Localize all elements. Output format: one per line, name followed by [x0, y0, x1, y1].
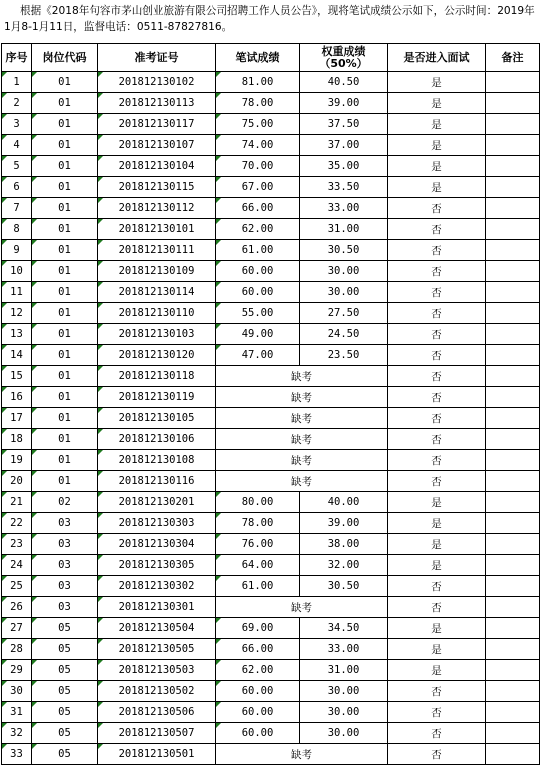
cell-interview: 否	[388, 597, 486, 618]
cell-interview: 是	[388, 177, 486, 198]
cell-score: 61.00	[216, 576, 300, 597]
cell-ticket: 201812130107	[98, 135, 216, 156]
cell-seq: 3	[2, 114, 32, 135]
cell-ticket: 201812130304	[98, 534, 216, 555]
cell-score: 47.00	[216, 345, 300, 366]
cell-seq: 18	[2, 429, 32, 450]
cell-seq: 27	[2, 618, 32, 639]
table-row	[2, 597, 540, 618]
table-row	[2, 198, 540, 219]
cell-score: 64.00	[216, 555, 300, 576]
cell-post: 05	[32, 723, 98, 744]
cell-ticket: 201812130507	[98, 723, 216, 744]
cell-weighted: 30.00	[300, 681, 388, 702]
table-row	[2, 177, 540, 198]
table-row	[2, 576, 540, 597]
cell-score: 75.00	[216, 114, 300, 135]
cell-absent: 缺考	[216, 408, 388, 429]
table-row	[2, 681, 540, 702]
cell-remark	[486, 681, 540, 702]
table-row	[2, 387, 540, 408]
cell-ticket: 201812130101	[98, 219, 216, 240]
cell-weighted: 33.00	[300, 198, 388, 219]
cell-ticket: 201812130112	[98, 198, 216, 219]
cell-remark	[486, 723, 540, 744]
cell-interview: 是	[388, 156, 486, 177]
cell-remark	[486, 114, 540, 135]
cell-interview: 否	[388, 723, 486, 744]
cell-remark	[486, 597, 540, 618]
cell-score: 74.00	[216, 135, 300, 156]
cell-weighted: 30.00	[300, 723, 388, 744]
cell-absent: 缺考	[216, 597, 388, 618]
table-row	[2, 618, 540, 639]
table-row	[2, 702, 540, 723]
cell-score: 80.00	[216, 492, 300, 513]
cell-ticket: 201812130108	[98, 450, 216, 471]
table-row	[2, 324, 540, 345]
cell-interview: 否	[388, 198, 486, 219]
cell-ticket: 201812130116	[98, 471, 216, 492]
table-row	[2, 723, 540, 744]
cell-remark	[486, 513, 540, 534]
cell-weighted: 33.50	[300, 177, 388, 198]
cell-remark	[486, 492, 540, 513]
table-row	[2, 366, 540, 387]
cell-absent: 缺考	[216, 450, 388, 471]
cell-score: 70.00	[216, 156, 300, 177]
cell-interview: 否	[388, 282, 486, 303]
cell-score: 67.00	[216, 177, 300, 198]
cell-remark	[486, 408, 540, 429]
cell-ticket: 201812130504	[98, 618, 216, 639]
table-row	[2, 93, 540, 114]
cell-interview: 否	[388, 450, 486, 471]
cell-seq: 15	[2, 366, 32, 387]
header-post: 岗位代码	[32, 44, 98, 72]
cell-score: 81.00	[216, 72, 300, 93]
cell-remark	[486, 72, 540, 93]
cell-post: 01	[32, 93, 98, 114]
cell-post: 03	[32, 555, 98, 576]
cell-interview: 否	[388, 429, 486, 450]
cell-seq: 26	[2, 597, 32, 618]
cell-post: 01	[32, 366, 98, 387]
cell-interview: 是	[388, 513, 486, 534]
cell-seq: 17	[2, 408, 32, 429]
cell-score: 66.00	[216, 639, 300, 660]
cell-ticket: 201812130501	[98, 744, 216, 765]
table-row	[2, 429, 540, 450]
cell-remark	[486, 345, 540, 366]
cell-seq: 21	[2, 492, 32, 513]
cell-ticket: 201812130109	[98, 261, 216, 282]
cell-post: 02	[32, 492, 98, 513]
cell-post: 03	[32, 513, 98, 534]
cell-weighted: 30.00	[300, 702, 388, 723]
header-interview: 是否进入面试	[388, 44, 486, 72]
table-row	[2, 240, 540, 261]
header-weighted-line1: 权重成绩	[321, 44, 366, 58]
cell-remark	[486, 135, 540, 156]
cell-seq: 4	[2, 135, 32, 156]
table-row	[2, 303, 540, 324]
cell-interview: 是	[388, 555, 486, 576]
cell-weighted: 38.00	[300, 534, 388, 555]
cell-remark	[486, 366, 540, 387]
cell-seq: 7	[2, 198, 32, 219]
cell-weighted: 32.00	[300, 555, 388, 576]
cell-score: 69.00	[216, 618, 300, 639]
cell-seq: 10	[2, 261, 32, 282]
cell-absent: 缺考	[216, 744, 388, 765]
cell-ticket: 201812130506	[98, 702, 216, 723]
cell-remark	[486, 429, 540, 450]
cell-score: 60.00	[216, 261, 300, 282]
cell-score: 60.00	[216, 723, 300, 744]
cell-score: 60.00	[216, 282, 300, 303]
cell-ticket: 201812130102	[98, 72, 216, 93]
cell-post: 01	[32, 450, 98, 471]
cell-interview: 是	[388, 72, 486, 93]
cell-post: 01	[32, 261, 98, 282]
cell-ticket: 201812130105	[98, 408, 216, 429]
cell-absent: 缺考	[216, 429, 388, 450]
cell-seq: 9	[2, 240, 32, 261]
header-ticket: 准考证号	[98, 44, 216, 72]
cell-ticket: 201812130110	[98, 303, 216, 324]
cell-interview: 是	[388, 114, 486, 135]
table-row	[2, 114, 540, 135]
table-row	[2, 261, 540, 282]
notice-text: 根据《2018年句容市茅山创业旅游有限公司招聘工作人员公告》，现将笔试成绩公示如下，公示时间：2019年1月8-1月11日，监督电话：0511-87827816。	[4, 5, 535, 33]
cell-seq: 23	[2, 534, 32, 555]
cell-weighted: 37.50	[300, 114, 388, 135]
cell-seq: 5	[2, 156, 32, 177]
cell-ticket: 201812130111	[98, 240, 216, 261]
table-body	[2, 72, 540, 765]
cell-remark	[486, 198, 540, 219]
cell-weighted: 31.00	[300, 660, 388, 681]
cell-post: 01	[32, 156, 98, 177]
cell-interview: 否	[388, 240, 486, 261]
cell-seq: 13	[2, 324, 32, 345]
cell-ticket: 201812130503	[98, 660, 216, 681]
cell-remark	[486, 324, 540, 345]
cell-post: 01	[32, 135, 98, 156]
cell-seq: 1	[2, 72, 32, 93]
cell-post: 01	[32, 282, 98, 303]
cell-post: 05	[32, 618, 98, 639]
cell-post: 01	[32, 114, 98, 135]
cell-weighted: 30.50	[300, 240, 388, 261]
cell-weighted: 27.50	[300, 303, 388, 324]
score-table	[1, 43, 540, 765]
cell-weighted: 40.50	[300, 72, 388, 93]
header-weighted-line2: （50%）	[319, 56, 368, 70]
cell-post: 01	[32, 429, 98, 450]
table-row	[2, 345, 540, 366]
cell-seq: 11	[2, 282, 32, 303]
cell-remark	[486, 702, 540, 723]
cell-remark	[486, 387, 540, 408]
cell-post: 03	[32, 534, 98, 555]
cell-seq: 20	[2, 471, 32, 492]
cell-remark	[486, 303, 540, 324]
cell-post: 05	[32, 660, 98, 681]
cell-post: 01	[32, 72, 98, 93]
cell-weighted: 39.00	[300, 93, 388, 114]
cell-remark	[486, 450, 540, 471]
table-row	[2, 534, 540, 555]
cell-post: 01	[32, 303, 98, 324]
table-row	[2, 492, 540, 513]
cell-post: 01	[32, 387, 98, 408]
cell-post: 01	[32, 324, 98, 345]
cell-absent: 缺考	[216, 387, 388, 408]
cell-interview: 否	[388, 303, 486, 324]
cell-weighted: 35.00	[300, 156, 388, 177]
cell-seq: 32	[2, 723, 32, 744]
header-score: 笔试成绩	[216, 44, 300, 72]
cell-post: 03	[32, 597, 98, 618]
cell-ticket: 201812130118	[98, 366, 216, 387]
cell-seq: 24	[2, 555, 32, 576]
table-row	[2, 219, 540, 240]
cell-remark	[486, 534, 540, 555]
cell-interview: 否	[388, 681, 486, 702]
cell-seq: 25	[2, 576, 32, 597]
cell-ticket: 201812130117	[98, 114, 216, 135]
cell-absent: 缺考	[216, 366, 388, 387]
cell-ticket: 201812130120	[98, 345, 216, 366]
cell-interview: 是	[388, 618, 486, 639]
cell-ticket: 201812130302	[98, 576, 216, 597]
cell-interview: 是	[388, 639, 486, 660]
cell-post: 01	[32, 345, 98, 366]
cell-remark	[486, 555, 540, 576]
cell-post: 01	[32, 177, 98, 198]
cell-post: 05	[32, 639, 98, 660]
cell-post: 01	[32, 240, 98, 261]
cell-interview: 否	[388, 576, 486, 597]
cell-score: 78.00	[216, 513, 300, 534]
cell-ticket: 201812130103	[98, 324, 216, 345]
table-row	[2, 156, 540, 177]
table-row	[2, 282, 540, 303]
cell-interview: 是	[388, 135, 486, 156]
cell-weighted: 30.00	[300, 261, 388, 282]
table-row	[2, 639, 540, 660]
cell-post: 05	[32, 681, 98, 702]
cell-remark	[486, 471, 540, 492]
table-row	[2, 744, 540, 765]
table-row	[2, 450, 540, 471]
cell-score: 49.00	[216, 324, 300, 345]
table-row	[2, 555, 540, 576]
cell-seq: 12	[2, 303, 32, 324]
cell-weighted: 30.50	[300, 576, 388, 597]
cell-ticket: 201812130119	[98, 387, 216, 408]
cell-score: 62.00	[216, 219, 300, 240]
cell-score: 61.00	[216, 240, 300, 261]
cell-weighted: 40.00	[300, 492, 388, 513]
cell-weighted: 23.50	[300, 345, 388, 366]
cell-weighted: 24.50	[300, 324, 388, 345]
cell-ticket: 201812130303	[98, 513, 216, 534]
cell-seq: 28	[2, 639, 32, 660]
cell-weighted: 33.00	[300, 639, 388, 660]
table-row	[2, 471, 540, 492]
cell-seq: 30	[2, 681, 32, 702]
cell-interview: 是	[388, 660, 486, 681]
cell-seq: 2	[2, 93, 32, 114]
cell-interview: 否	[388, 744, 486, 765]
cell-absent: 缺考	[216, 471, 388, 492]
cell-ticket: 201812130505	[98, 639, 216, 660]
cell-ticket: 201812130113	[98, 93, 216, 114]
cell-seq: 6	[2, 177, 32, 198]
cell-post: 01	[32, 471, 98, 492]
table-header-row	[2, 44, 540, 72]
cell-post: 01	[32, 408, 98, 429]
cell-weighted: 34.50	[300, 618, 388, 639]
cell-score: 62.00	[216, 660, 300, 681]
table-row	[2, 72, 540, 93]
cell-interview: 是	[388, 534, 486, 555]
cell-ticket: 201812130305	[98, 555, 216, 576]
cell-interview: 否	[388, 324, 486, 345]
cell-interview: 否	[388, 387, 486, 408]
cell-post: 05	[32, 744, 98, 765]
cell-remark	[486, 156, 540, 177]
cell-score: 78.00	[216, 93, 300, 114]
cell-remark	[486, 744, 540, 765]
cell-remark	[486, 219, 540, 240]
table-row	[2, 135, 540, 156]
cell-interview: 是	[388, 93, 486, 114]
cell-ticket: 201812130201	[98, 492, 216, 513]
cell-post: 01	[32, 219, 98, 240]
cell-seq: 33	[2, 744, 32, 765]
cell-interview: 否	[388, 219, 486, 240]
cell-weighted: 39.00	[300, 513, 388, 534]
cell-seq: 14	[2, 345, 32, 366]
table-row	[2, 660, 540, 681]
cell-seq: 29	[2, 660, 32, 681]
cell-ticket: 201812130114	[98, 282, 216, 303]
cell-ticket: 201812130502	[98, 681, 216, 702]
cell-remark	[486, 660, 540, 681]
cell-interview: 否	[388, 702, 486, 723]
cell-score: 60.00	[216, 681, 300, 702]
cell-weighted: 30.00	[300, 282, 388, 303]
cell-interview: 否	[388, 345, 486, 366]
cell-post: 05	[32, 702, 98, 723]
cell-seq: 8	[2, 219, 32, 240]
cell-remark	[486, 93, 540, 114]
cell-remark	[486, 576, 540, 597]
cell-ticket: 201812130104	[98, 156, 216, 177]
cell-ticket: 201812130115	[98, 177, 216, 198]
table-row	[2, 408, 540, 429]
cell-interview: 是	[388, 492, 486, 513]
cell-post: 03	[32, 576, 98, 597]
cell-ticket: 201812130301	[98, 597, 216, 618]
cell-score: 55.00	[216, 303, 300, 324]
cell-remark	[486, 639, 540, 660]
cell-score: 66.00	[216, 198, 300, 219]
cell-seq: 22	[2, 513, 32, 534]
cell-score: 60.00	[216, 702, 300, 723]
cell-ticket: 201812130106	[98, 429, 216, 450]
cell-seq: 31	[2, 702, 32, 723]
cell-seq: 19	[2, 450, 32, 471]
cell-interview: 否	[388, 366, 486, 387]
cell-remark	[486, 177, 540, 198]
cell-weighted: 37.00	[300, 135, 388, 156]
cell-remark	[486, 282, 540, 303]
cell-remark	[486, 618, 540, 639]
cell-weighted: 31.00	[300, 219, 388, 240]
cell-remark	[486, 240, 540, 261]
cell-post: 01	[32, 198, 98, 219]
cell-interview: 否	[388, 471, 486, 492]
cell-score: 76.00	[216, 534, 300, 555]
cell-interview: 否	[388, 261, 486, 282]
cell-seq: 16	[2, 387, 32, 408]
header-seq: 序号	[2, 44, 32, 72]
header-remark: 备注	[486, 44, 540, 72]
cell-interview: 否	[388, 408, 486, 429]
header-weighted	[300, 44, 388, 72]
cell-remark	[486, 261, 540, 282]
table-row	[2, 513, 540, 534]
